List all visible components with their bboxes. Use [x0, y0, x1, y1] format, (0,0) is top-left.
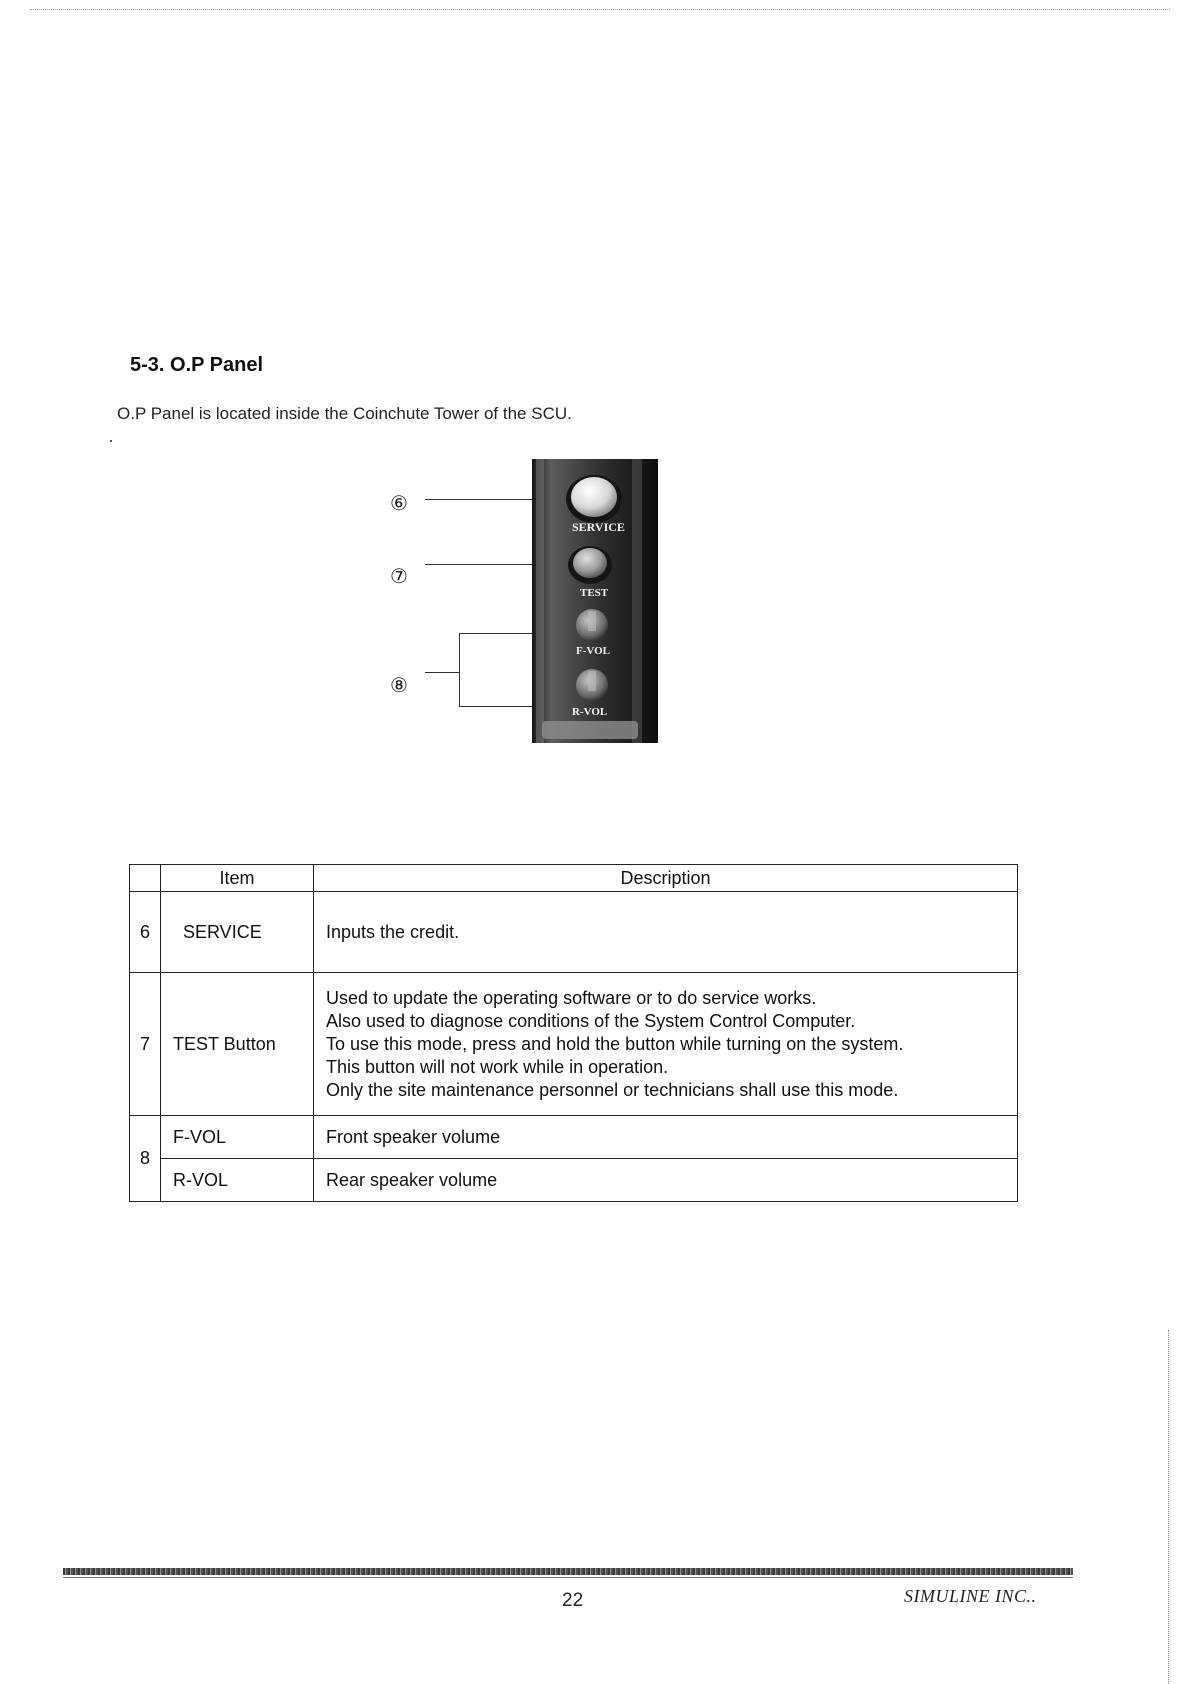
callout-6: ⑥	[390, 493, 408, 515]
right-margin-rule	[1168, 1330, 1169, 1684]
test-label: TEST	[580, 587, 609, 599]
row-number: 7	[130, 973, 161, 1116]
section-heading: 5-3. O.P Panel	[130, 354, 264, 376]
intro-text: O.P Panel is located inside the Coinchute Tower of the SCU.	[117, 404, 572, 423]
callout-8: ⑧	[390, 675, 408, 697]
service-button	[571, 477, 617, 517]
leader-line-6	[425, 499, 537, 500]
table-row	[130, 973, 1018, 1116]
description-line: To use this mode, press and hold the button while turning on the system.	[326, 1033, 904, 1054]
panel-edge-highlight	[536, 459, 544, 743]
top-border-rule	[30, 9, 1170, 10]
leader-line-8	[425, 672, 460, 673]
row-item: F-VOL	[161, 1116, 314, 1159]
bracket-8-bottom	[459, 706, 537, 707]
scan-speck	[110, 440, 112, 442]
row-description	[314, 973, 1018, 1116]
op-panel-item-table	[129, 864, 1018, 1202]
company-name: SIMULINE INC..	[904, 1586, 1037, 1606]
service-label: SERVICE	[572, 520, 625, 534]
row-description: Front speaker volume	[314, 1116, 1018, 1159]
bracket-8-vertical	[459, 633, 460, 707]
footer-rule-thin	[63, 1577, 1073, 1578]
description-line: This button will not work while in operation.	[326, 1056, 669, 1077]
description-line: Used to update the operating software or to do service works.	[326, 987, 817, 1008]
description-line: Also used to diagnose conditions of the System Control Computer.	[326, 1010, 856, 1031]
table-row	[130, 1116, 1018, 1159]
r-vol-label: R-VOL	[572, 706, 608, 718]
f-vol-knob-grip	[588, 611, 596, 631]
header-description: Description	[314, 865, 1018, 892]
footer-rule	[63, 1568, 1073, 1575]
row-item: R-VOL	[161, 1159, 314, 1202]
row-number: 6	[130, 892, 161, 973]
r-vol-knob-grip	[588, 671, 596, 691]
panel-bottom-bracket	[542, 721, 638, 739]
description-line: Only the site maintenance personnel or technicians shall use this mode.	[326, 1079, 899, 1100]
row-number: 8	[130, 1116, 161, 1202]
callout-7: ⑦	[390, 566, 408, 588]
table-row	[130, 892, 1018, 973]
header-number	[130, 865, 161, 892]
bracket-8-top	[459, 633, 537, 634]
test-button	[573, 548, 607, 578]
row-item: TEST Button	[161, 973, 314, 1116]
row-description: Inputs the credit.	[314, 892, 1018, 973]
table-row	[130, 1159, 1018, 1202]
op-panel-photo	[532, 459, 658, 743]
panel-edge-right	[632, 459, 642, 743]
table-header-row	[130, 865, 1018, 892]
row-description: Rear speaker volume	[314, 1159, 1018, 1202]
f-vol-label: F-VOL	[576, 645, 610, 657]
page-number: 22	[562, 1590, 584, 1611]
header-item: Item	[161, 865, 314, 892]
leader-line-7	[425, 564, 537, 565]
row-item: SERVICE	[161, 892, 314, 973]
